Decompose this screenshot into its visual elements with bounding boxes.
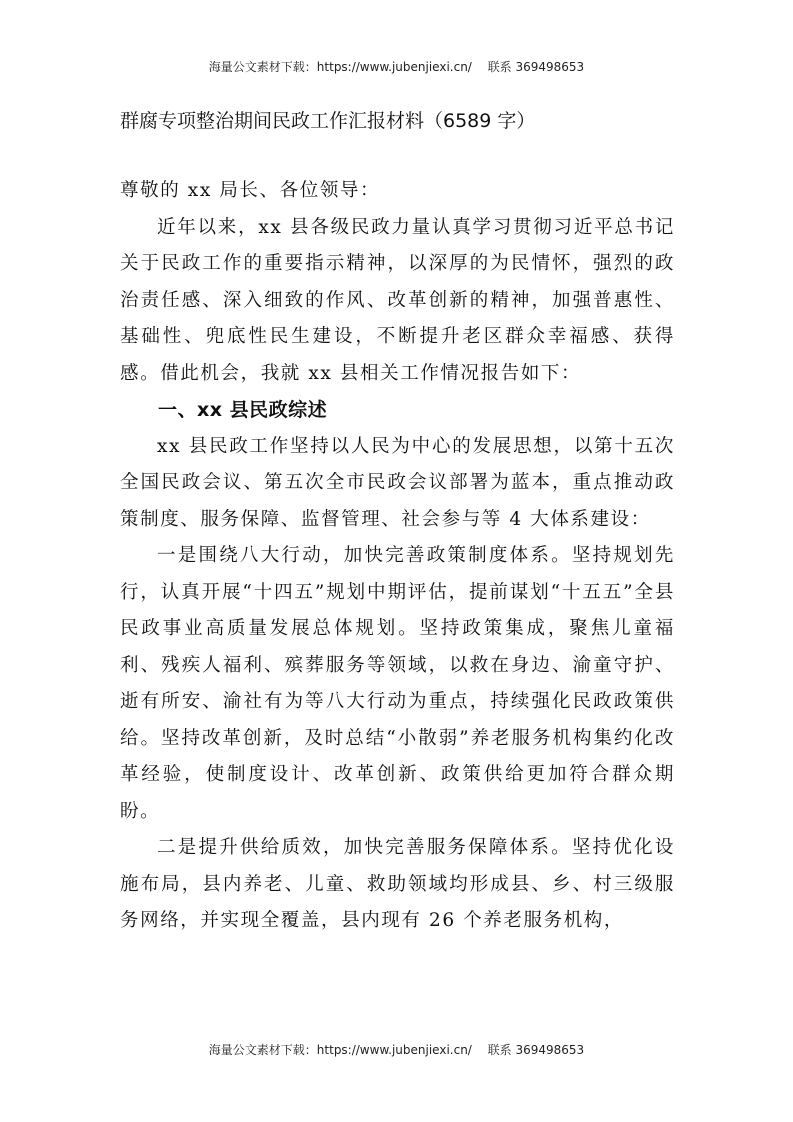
policy-system-paragraph: 一是围绕八大行动，加快完善政策制度体系。坚持规划先行，认真开展“十四五”规划中期评估，提前谋划“十五五”全县民政事业高质量发展总体规划。坚持政策集成，聚焦儿童福利、残疾人福利、殡葬服务等领域，以救在身边、渝童守护、逝有所安、渝社有为等八大行动为重点，持续强化民政政策供给。坚持改革创新，及时总结“小散弱”养老服务机构集约化改革经验，使制度设计、改革创新、政策供给更加符合群众期盼。 — [120, 545, 675, 822]
document-body — [120, 173, 675, 940]
page-footer: 海量公文素材下载：https://www.jubenjiexi.cn/ 联系 369498653 — [208, 1043, 585, 1057]
service-system-paragraph: 二是提升供给质效，加快完善服务保障体系。坚持优化设施布局，县内养老、儿童、救助领域均形成县、乡、村三级服务网络，并实现全覆盖，县内现有 26 个养老服务机构， — [120, 837, 675, 931]
overview-paragraph: xx 县民政工作坚持以人民为中心的发展思想，以第十五次全国民政会议、第五次全市民政会议部署为蓝本，重点推动政策制度、服务保障、监督管理、社会参与等 4 大体系建设： — [120, 435, 675, 530]
document-title: 群腐专项整治期间民政工作汇报材料（6589 字） — [120, 110, 536, 132]
page-header: 海量公文素材下载：https://www.jubenjiexi.cn/ 联系 369498653 — [208, 60, 585, 74]
salutation: 尊敬的 xx 局长、各位领导： — [120, 180, 381, 201]
section-heading-1: 一、xx 县民政综述 — [158, 399, 328, 421]
intro-paragraph: 近年以来，xx 县各级民政力量认真学习贯彻习近平总书记关于民政工作的重要指示精神，以深厚的为民情怀，强烈的政治责任感、深入细致的作风、改革创新的精神，加强普惠性、基础性、兜底性民生建设，不断提升老区群众幸福感、获得感。借此机会，我就 xx 县相关工作情况报告如下： — [120, 216, 675, 384]
